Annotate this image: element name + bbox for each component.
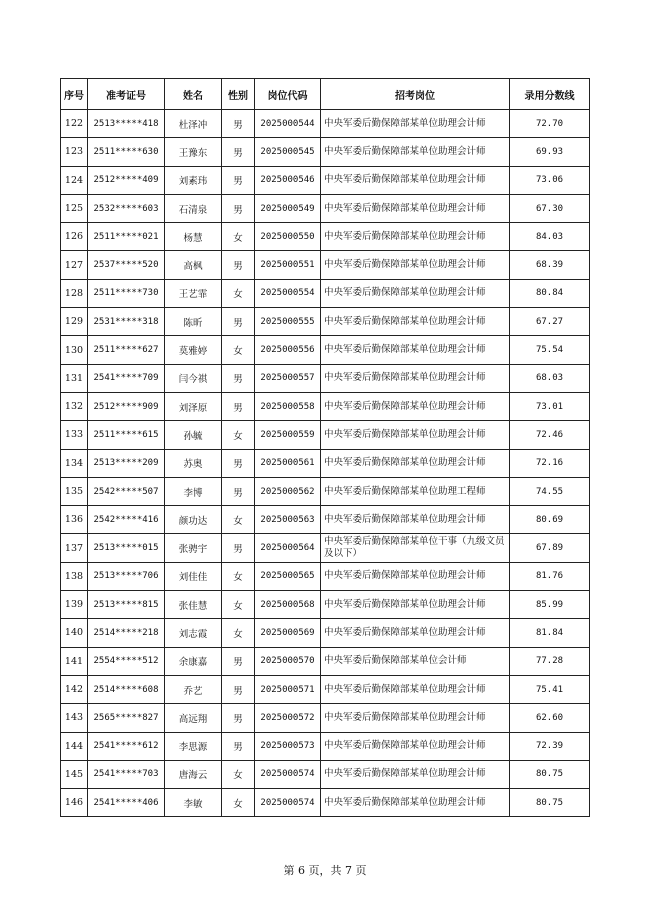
- position: 中央军委后勤保障部某单位助理会计师: [321, 364, 510, 392]
- post-code: 2025000554: [255, 279, 321, 307]
- position: 中央军委后勤保障部某单位助理会计师: [321, 760, 510, 788]
- score: 80.69: [510, 506, 590, 534]
- exam-id: 2511*****730: [88, 279, 165, 307]
- score: 67.27: [510, 308, 590, 336]
- exam-id: 2554*****512: [88, 647, 165, 675]
- post-code: 2025000561: [255, 449, 321, 477]
- row-index: 139: [61, 591, 88, 619]
- exam-id: 2513*****815: [88, 591, 165, 619]
- exam-id: 2537*****520: [88, 251, 165, 279]
- post-code: 2025000573: [255, 732, 321, 760]
- position: 中央军委后勤保障部某单位助理会计师: [321, 732, 510, 760]
- candidate-name: 闫今祺: [165, 364, 222, 392]
- row-index: 137: [61, 534, 88, 562]
- position: 中央军委后勤保障部某单位助理会计师: [321, 336, 510, 364]
- gender: 男: [222, 675, 255, 703]
- candidate-name: 石清泉: [165, 194, 222, 222]
- candidate-name: 余康嘉: [165, 647, 222, 675]
- row-index: 123: [61, 138, 88, 166]
- position: 中央军委后勤保障部某单位助理工程师: [321, 477, 510, 505]
- candidate-name: 刘泽原: [165, 392, 222, 420]
- row-index: 133: [61, 421, 88, 449]
- table-row: [61, 732, 590, 760]
- header-gender: 性别: [222, 79, 255, 110]
- exam-id: 2513*****418: [88, 110, 165, 138]
- header-post-code: 岗位代码: [255, 79, 321, 110]
- row-index: 128: [61, 279, 88, 307]
- table-row: [61, 789, 590, 817]
- candidate-name: 唐海云: [165, 760, 222, 788]
- score: 69.93: [510, 138, 590, 166]
- post-code: 2025000562: [255, 477, 321, 505]
- exam-id: 2512*****409: [88, 166, 165, 194]
- position: 中央军委后勤保障部某单位干事（九级文员及以下）: [321, 534, 510, 562]
- header-name: 姓名: [165, 79, 222, 110]
- score: 72.46: [510, 421, 590, 449]
- position: 中央军委后勤保障部某单位助理会计师: [321, 194, 510, 222]
- row-index: 127: [61, 251, 88, 279]
- post-code: 2025000556: [255, 336, 321, 364]
- position: 中央军委后勤保障部某单位助理会计师: [321, 591, 510, 619]
- score: 81.84: [510, 619, 590, 647]
- table-row: [61, 477, 590, 505]
- gender: 男: [222, 647, 255, 675]
- table-row: [61, 251, 590, 279]
- table-row: [61, 110, 590, 138]
- table-row: [61, 223, 590, 251]
- exam-id: 2542*****507: [88, 477, 165, 505]
- header-score: 录用分数线: [510, 79, 590, 110]
- gender: 男: [222, 364, 255, 392]
- exam-id: 2542*****416: [88, 506, 165, 534]
- gender: 男: [222, 194, 255, 222]
- candidate-name: 王豫东: [165, 138, 222, 166]
- post-code: 2025000565: [255, 562, 321, 590]
- gender: 女: [222, 506, 255, 534]
- position: 中央军委后勤保障部某单位会计师: [321, 647, 510, 675]
- candidate-name: 颜功达: [165, 506, 222, 534]
- position: 中央军委后勤保障部某单位助理会计师: [321, 675, 510, 703]
- candidate-name: 乔艺: [165, 675, 222, 703]
- post-code: 2025000570: [255, 647, 321, 675]
- exam-id: 2531*****318: [88, 308, 165, 336]
- score: 68.39: [510, 251, 590, 279]
- gender: 女: [222, 336, 255, 364]
- row-index: 142: [61, 675, 88, 703]
- candidate-name: 李博: [165, 477, 222, 505]
- candidate-name: 莫雅婷: [165, 336, 222, 364]
- table-row: [61, 591, 590, 619]
- candidate-name: 刘素玮: [165, 166, 222, 194]
- gender: 男: [222, 308, 255, 336]
- row-index: 125: [61, 194, 88, 222]
- post-code: 2025000558: [255, 392, 321, 420]
- table-row: [61, 166, 590, 194]
- gender: 男: [222, 449, 255, 477]
- page-footer: 第 6 页，共 7 页: [283, 864, 367, 877]
- gender: 男: [222, 110, 255, 138]
- candidate-name: 陈昕: [165, 308, 222, 336]
- table-row: [61, 506, 590, 534]
- score: 67.30: [510, 194, 590, 222]
- candidate-name: 李思源: [165, 732, 222, 760]
- score: 67.89: [510, 534, 590, 562]
- table-row: [61, 392, 590, 420]
- exam-id: 2511*****615: [88, 421, 165, 449]
- gender: 女: [222, 562, 255, 590]
- position: 中央军委后勤保障部某单位助理会计师: [321, 789, 510, 817]
- gender: 男: [222, 704, 255, 732]
- score: 80.84: [510, 279, 590, 307]
- row-index: 131: [61, 364, 88, 392]
- exam-id: 2565*****827: [88, 704, 165, 732]
- gender: 女: [222, 223, 255, 251]
- position: 中央军委后勤保障部某单位助理会计师: [321, 619, 510, 647]
- gender: 男: [222, 477, 255, 505]
- score: 72.39: [510, 732, 590, 760]
- row-index: 122: [61, 110, 88, 138]
- post-code: 2025000550: [255, 223, 321, 251]
- candidate-name: 张佳慧: [165, 591, 222, 619]
- position: 中央军委后勤保障部某单位助理会计师: [321, 279, 510, 307]
- position: 中央军委后勤保障部某单位助理会计师: [321, 138, 510, 166]
- gender: 女: [222, 760, 255, 788]
- position: 中央军委后勤保障部某单位助理会计师: [321, 421, 510, 449]
- candidate-name: 刘佳佳: [165, 562, 222, 590]
- position: 中央军委后勤保障部某单位助理会计师: [321, 449, 510, 477]
- row-index: 129: [61, 308, 88, 336]
- score: 84.03: [510, 223, 590, 251]
- gender: 男: [222, 251, 255, 279]
- gender: 女: [222, 279, 255, 307]
- table-row: [61, 562, 590, 590]
- position: 中央军委后勤保障部某单位助理会计师: [321, 562, 510, 590]
- post-code: 2025000571: [255, 675, 321, 703]
- position: 中央军委后勤保障部某单位助理会计师: [321, 223, 510, 251]
- table-row: [61, 449, 590, 477]
- candidate-name: 杜泽冲: [165, 110, 222, 138]
- table-row: [61, 760, 590, 788]
- position: 中央军委后勤保障部某单位助理会计师: [321, 506, 510, 534]
- gender: 女: [222, 591, 255, 619]
- post-code: 2025000551: [255, 251, 321, 279]
- candidate-name: 张骋宇: [165, 534, 222, 562]
- score: 80.75: [510, 760, 590, 788]
- row-index: 126: [61, 223, 88, 251]
- exam-id: 2511*****627: [88, 336, 165, 364]
- header-exam-id: 准考证号: [88, 79, 165, 110]
- row-index: 136: [61, 506, 88, 534]
- score: 73.01: [510, 392, 590, 420]
- table-row: [61, 308, 590, 336]
- candidate-name: 李敏: [165, 789, 222, 817]
- post-code: 2025000574: [255, 789, 321, 817]
- candidate-name: 高远翔: [165, 704, 222, 732]
- exam-id: 2513*****015: [88, 534, 165, 562]
- post-code: 2025000557: [255, 364, 321, 392]
- table-row: [61, 647, 590, 675]
- row-index: 130: [61, 336, 88, 364]
- post-code: 2025000544: [255, 110, 321, 138]
- candidate-name: 孙毓: [165, 421, 222, 449]
- post-code: 2025000545: [255, 138, 321, 166]
- table-row: [61, 619, 590, 647]
- row-index: 140: [61, 619, 88, 647]
- score: 68.03: [510, 364, 590, 392]
- position: 中央军委后勤保障部某单位助理会计师: [321, 704, 510, 732]
- score: 72.16: [510, 449, 590, 477]
- score: 72.70: [510, 110, 590, 138]
- header-position: 招考岗位: [321, 79, 510, 110]
- score: 85.99: [510, 591, 590, 619]
- post-code: 2025000546: [255, 166, 321, 194]
- post-code: 2025000559: [255, 421, 321, 449]
- gender: 男: [222, 138, 255, 166]
- score: 75.54: [510, 336, 590, 364]
- exam-id: 2513*****706: [88, 562, 165, 590]
- table-row: [61, 336, 590, 364]
- exam-id: 2532*****603: [88, 194, 165, 222]
- gender: 男: [222, 534, 255, 562]
- row-index: 143: [61, 704, 88, 732]
- score: 73.06: [510, 166, 590, 194]
- row-index: 135: [61, 477, 88, 505]
- post-code: 2025000569: [255, 619, 321, 647]
- results-table: [60, 78, 590, 817]
- score: 81.76: [510, 562, 590, 590]
- gender: 男: [222, 392, 255, 420]
- row-index: 144: [61, 732, 88, 760]
- candidate-name: 苏奥: [165, 449, 222, 477]
- exam-id: 2511*****021: [88, 223, 165, 251]
- position: 中央军委后勤保障部某单位助理会计师: [321, 308, 510, 336]
- exam-id: 2514*****218: [88, 619, 165, 647]
- exam-id: 2512*****909: [88, 392, 165, 420]
- exam-id: 2513*****209: [88, 449, 165, 477]
- exam-id: 2541*****709: [88, 364, 165, 392]
- score: 62.60: [510, 704, 590, 732]
- row-index: 146: [61, 789, 88, 817]
- row-index: 138: [61, 562, 88, 590]
- position: 中央军委后勤保障部某单位助理会计师: [321, 166, 510, 194]
- candidate-name: 刘志霞: [165, 619, 222, 647]
- exam-id: 2541*****406: [88, 789, 165, 817]
- exam-id: 2511*****630: [88, 138, 165, 166]
- score: 80.75: [510, 789, 590, 817]
- row-index: 141: [61, 647, 88, 675]
- post-code: 2025000563: [255, 506, 321, 534]
- gender: 男: [222, 166, 255, 194]
- exam-id: 2541*****703: [88, 760, 165, 788]
- table-row: [61, 138, 590, 166]
- position: 中央军委后勤保障部某单位助理会计师: [321, 392, 510, 420]
- position: 中央军委后勤保障部某单位助理会计师: [321, 251, 510, 279]
- post-code: 2025000564: [255, 534, 321, 562]
- post-code: 2025000572: [255, 704, 321, 732]
- table-header-row: [61, 79, 590, 110]
- candidate-name: 王艺霏: [165, 279, 222, 307]
- candidate-name: 杨慧: [165, 223, 222, 251]
- table-row: [61, 364, 590, 392]
- gender: 女: [222, 789, 255, 817]
- post-code: 2025000555: [255, 308, 321, 336]
- position: 中央军委后勤保障部某单位助理会计师: [321, 110, 510, 138]
- row-index: 134: [61, 449, 88, 477]
- header-index: 序号: [61, 79, 88, 110]
- candidate-name: 高枫: [165, 251, 222, 279]
- post-code: 2025000568: [255, 591, 321, 619]
- table-row: [61, 421, 590, 449]
- row-index: 124: [61, 166, 88, 194]
- exam-id: 2541*****612: [88, 732, 165, 760]
- row-index: 132: [61, 392, 88, 420]
- table-row: [61, 194, 590, 222]
- table-row: [61, 279, 590, 307]
- table-row: [61, 534, 590, 562]
- post-code: 2025000574: [255, 760, 321, 788]
- post-code: 2025000549: [255, 194, 321, 222]
- table-row: [61, 675, 590, 703]
- gender: 女: [222, 421, 255, 449]
- gender: 男: [222, 732, 255, 760]
- score: 74.55: [510, 477, 590, 505]
- score: 75.41: [510, 675, 590, 703]
- table-row: [61, 704, 590, 732]
- score: 77.28: [510, 647, 590, 675]
- row-index: 145: [61, 760, 88, 788]
- gender: 女: [222, 619, 255, 647]
- exam-id: 2514*****608: [88, 675, 165, 703]
